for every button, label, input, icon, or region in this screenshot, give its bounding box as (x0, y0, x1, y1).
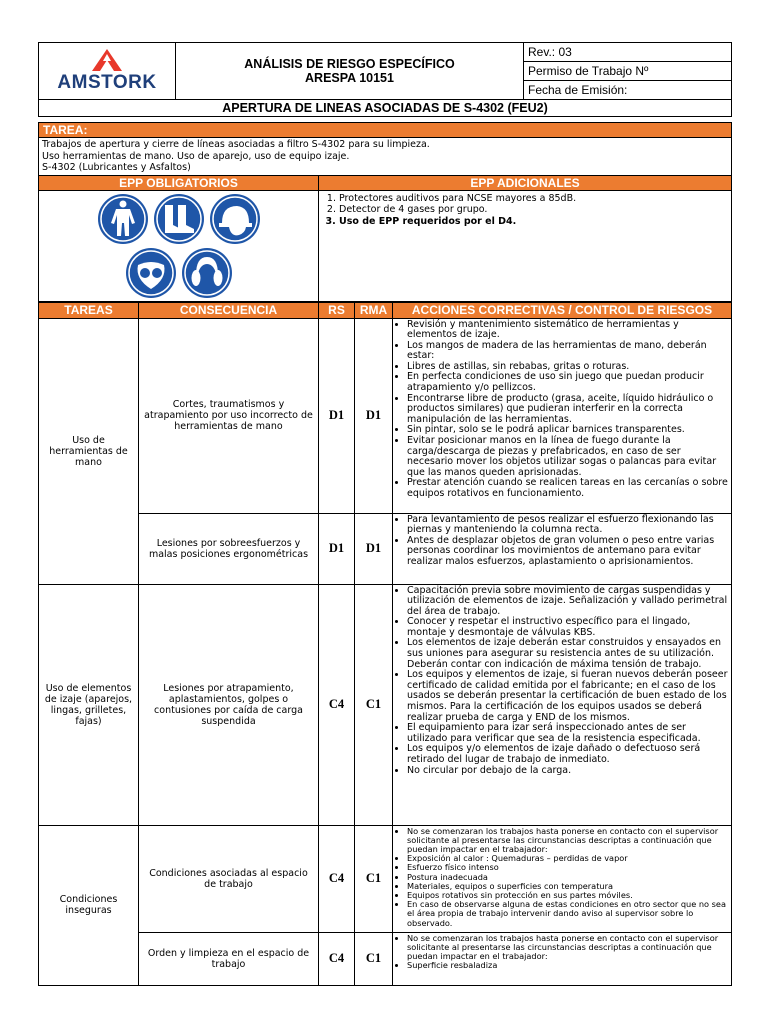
hard-hat-icon (209, 193, 261, 245)
table-row (39, 825, 732, 932)
rma-cell: C1 (355, 825, 393, 932)
list-item: • Exposición al calor : Quemaduras – perdidas de vapor (407, 854, 728, 863)
acciones-cell (393, 825, 732, 932)
list-item: • Superficie resbaladiza (407, 961, 728, 970)
tarea-line: Uso herramientas de mano. Uso de aparejo, uso de equipo izaje. (42, 150, 350, 162)
consecuencia-cell: Lesiones por atrapamiento, aplastamientos, golpes o contusiones por caída de carga suspendida (139, 584, 319, 825)
list-item: • Sin pintar, solo se le podrá aplicar barnices transparentes. (407, 425, 728, 436)
list-item: • Encontrarse libre de producto (grasa, aceite, líquido hidráulico o productos similares) que pudieran interferir en la correcta manipulación de las herramientas. (407, 394, 728, 426)
document-page (38, 42, 731, 986)
acciones-cell (393, 318, 732, 513)
risk-table (38, 302, 732, 986)
col-acciones: ACCIONES CORRECTIVAS / CONTROL DE RIESGOS (393, 302, 732, 318)
tarea-heading: TAREA: (39, 123, 732, 138)
list-item: • Antes de desplazar objetos de gran volumen o peso entre varias personas coordinar los movimientos de antemano para evitar realizar malos esfuerzos, aplastamiento o aprisionamientos. (407, 536, 728, 568)
table-row (39, 584, 732, 825)
table-row (39, 932, 732, 985)
consecuencia-cell: Condiciones asociadas al espacio de trabajo (139, 825, 319, 932)
col-consecuencia: CONSECUENCIA (139, 302, 319, 318)
list-item: • En caso de observarse alguna de estas condiciones en otro sector que no sea el área propia de trabajo intervenir dando aviso al supervisor sobre lo observado. (407, 900, 728, 928)
acciones-cell (393, 513, 732, 584)
list-item: • Capacitación previa sobre movimiento de cargas suspendidas y utilización de elementos de izaje. Señalización y vallado perimetral del área de trabajo. (407, 586, 728, 618)
list-item: • El equipamiento para izar será inspeccionado antes de ser utilizado para verificar que sea de la resistencia especificada. (407, 723, 728, 744)
list-item: • Evitar posicionar manos en la línea de fuego durante la carga/descarga de piezas y prefabricados, en caso de ser necesario mover los objetos utilizar sogas o palancas para evitar que las manos queden aprisionadas. (407, 436, 728, 478)
consecuencia-cell: Orden y limpieza en el espacio de trabajo (139, 932, 319, 985)
list-item: • Los elementos de izaje deberán estar construidos y ensayados en sus uniones para asegurar su resistencia antes de su utilización. Deberán contar con indicación de máxima tensión de trabajo. (407, 638, 728, 670)
list-item: • Los equipos y/o elementos de izaje dañado o defectuoso será retirado del lugar de trabajo de inmediato. (407, 744, 728, 765)
permit-field: Permiso de Trabajo Nº (524, 62, 732, 81)
list-item: • Prestar atención cuando se realicen tareas en las cercanías o sobre equipos rotativos en funcionamiento. (407, 478, 728, 499)
consecuencia-cell: Lesiones por sobreesfuerzos y malas posiciones ergonométricas (139, 513, 319, 584)
epp-adicional-item: 2. Detector de 4 gases por grupo. (339, 204, 727, 216)
list-item: • Materiales, equipos o superficies con temperatura (407, 882, 728, 891)
list-item: • No circular por debajo de la carga. (407, 766, 728, 777)
rs-cell: D1 (319, 513, 355, 584)
tarea-cell: Condiciones inseguras (39, 825, 139, 985)
document-title (176, 43, 524, 100)
epp-adicionales-list (319, 190, 732, 301)
col-rs: RS (319, 302, 355, 318)
risk-table-header (39, 302, 732, 318)
acciones-cell (393, 584, 732, 825)
revision-field: Rev.: 03 (524, 43, 732, 62)
epp-adicional-item: 1. Protectores auditivos para NCSE mayores a 85dB. (339, 193, 727, 205)
list-item: • Postura inadecuada (407, 873, 728, 882)
list-item: • No se comenzaran los trabajos hasta ponerse en contacto con el supervisor solicitante al presentarse las circunstancias descriptas a continuación que puedan impactar en el trabajador: (407, 827, 728, 855)
consecuencia-cell: Cortes, traumatismos y atrapamiento por uso incorrecto de herramientas de mano (139, 318, 319, 513)
task-epp-section (38, 122, 732, 302)
list-item: • Revisión y mantenimiento sistemático de herramientas y elementos de izaje. (407, 320, 728, 341)
protective-suit-icon (97, 193, 149, 245)
epp-adicional-item: 3. Uso de EPP requeridos por el D4. (339, 216, 727, 228)
rma-cell: D1 (355, 318, 393, 513)
list-item: • Para levantamiento de pesos realizar el esfuerzo flexionando las piernas y manteniendo la columna recta. (407, 515, 728, 536)
table-row (39, 318, 732, 513)
logo-text: AMSTORK (57, 71, 157, 93)
amstork-logo-icon (90, 49, 124, 71)
tarea-line: Trabajos de apertura y cierre de líneas asociadas a filtro S-4302 para su limpieza. (42, 139, 430, 150)
rma-cell: D1 (355, 513, 393, 584)
list-item: • Los equipos y elementos de izaje, si fueran nuevos deberán poseer certificado de calidad emitida por el fabricante; en el caso de los usados se deberán presentar la certificación de buen estado de los mismos. Para la certificación de los equipos usados se deberá realizar prueba de carga y END de los mismos. (407, 670, 728, 723)
rma-cell: C1 (355, 584, 393, 825)
col-rma: RMA (355, 302, 393, 318)
list-item: • En perfecta condiciones de uso sin juego que puedan producir atrapamiento y/o pellizcos. (407, 372, 728, 393)
list-item: • No se comenzaran los trabajos hasta ponerse en contacto con el supervisor solicitante al presentarse las circunstancias descriptas a continuación que puedan impactar en el trabajador: (407, 934, 728, 962)
list-item: • Libres de astillas, sin rebabas, gritas o roturas. (407, 362, 728, 373)
safety-boots-icon (153, 193, 205, 245)
epp-obligatorios-heading: EPP OBLIGATORIOS (39, 175, 319, 190)
logo-cell (39, 43, 176, 100)
document-header (38, 42, 732, 117)
table-row (39, 513, 732, 584)
rs-cell: C4 (319, 932, 355, 985)
safety-goggles-icon (125, 247, 177, 299)
issue-date-field: Fecha de Emisión: (524, 81, 732, 100)
tarea-cell: Uso de herramientas de mano (39, 318, 139, 584)
epp-adicionales-heading: EPP ADICIONALES (319, 175, 732, 190)
rs-cell: C4 (319, 825, 355, 932)
document-subtitle: APERTURA DE LINEAS ASOCIADAS DE S-4302 (FEU2) (39, 100, 732, 117)
title-line-1: ANÁLISIS DE RIESGO ESPECÍFICO (244, 57, 455, 71)
tarea-cell: Uso de elementos de izaje (aparejos, lingas, grilletes, fajas) (39, 584, 139, 825)
list-item: • Conocer y respetar el instructivo específico para el lingado, montaje y desmontaje de válvulas KBS. (407, 617, 728, 638)
epp-icons-cell (39, 190, 319, 301)
rma-cell: C1 (355, 932, 393, 985)
rs-cell: D1 (319, 318, 355, 513)
list-item: • Los mangos de madera de las herramientas de mano, deberán estar: (407, 341, 728, 362)
list-item: • Equipos rotativos sin protección en sus partes móviles. (407, 891, 728, 900)
rs-cell: C4 (319, 584, 355, 825)
acciones-cell (393, 932, 732, 985)
tarea-description (39, 138, 732, 176)
list-item: • Esfuerzo físico intenso (407, 863, 728, 872)
col-tareas: TAREAS (39, 302, 139, 318)
ear-muffs-icon (181, 247, 233, 299)
title-line-2: ARESPA 10151 (305, 71, 394, 85)
tarea-line: S-4302 (Lubricantes y Asfaltos) (42, 162, 191, 173)
